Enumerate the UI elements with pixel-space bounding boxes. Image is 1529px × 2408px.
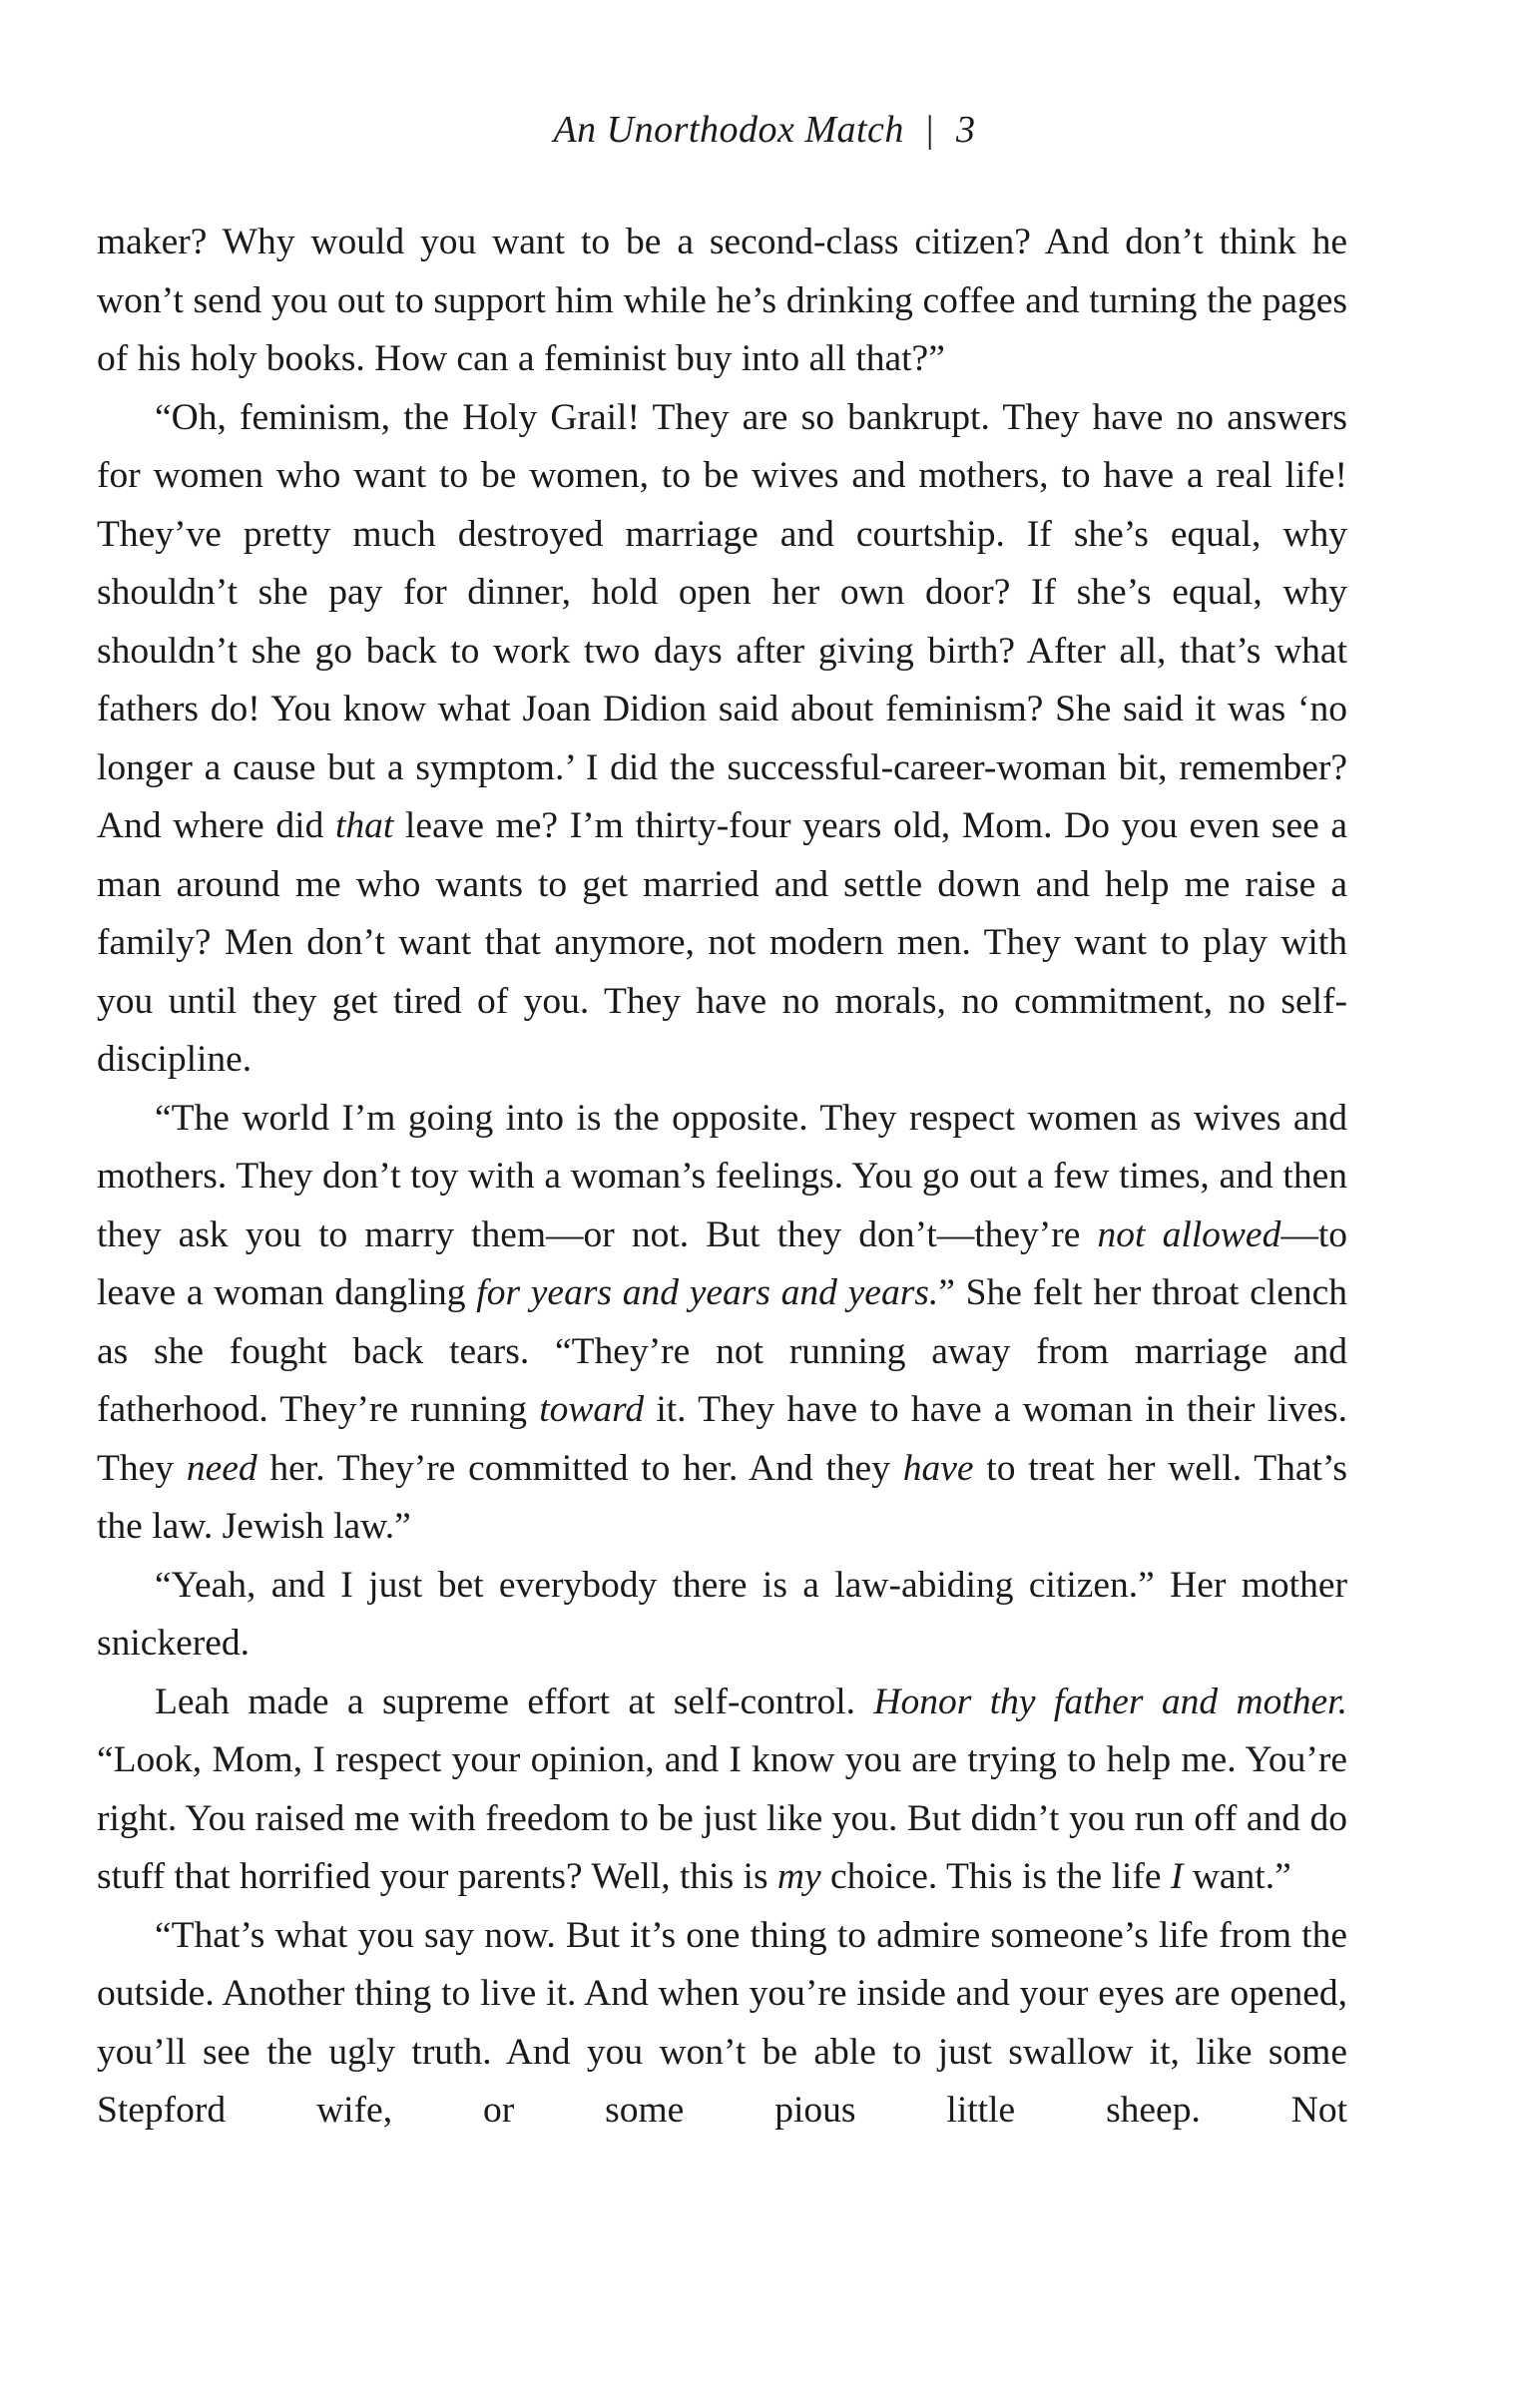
paragraph [97, 1090, 1347, 1557]
text-run: ” She felt her throat clench as she fought back tears. “They’re not running away from marriage and fatherhood. They’re running [97, 1272, 1347, 1430]
text-run: —to leave a woman dangling [97, 1213, 1347, 1313]
italic-text: that [334, 805, 394, 846]
italic-text: have [902, 1447, 974, 1489]
text-run: leave me? I’m thirty-four years old, Mom. Do you even see a man around me who wants to get married and settle down and help me raise a family? Men don’t want that anymore, not modern men. They want to play with you until they get tired of you. They have no morals, no commitment, no self-discipline. [97, 805, 1348, 1080]
paragraph [97, 1674, 1347, 1907]
text-run: want.” [1183, 1856, 1291, 1897]
italic-text: for years and years and years. [476, 1272, 939, 1313]
text-run: “That’s what you say now. But it’s one thing to admire someone’s life from the outside. Another thing to live it. And when you’re inside and your eyes are opened, you’ll see the ugly truth. And you won’t be able to just swallow it, like some Stepford wife, or some pious little sheep. Not [97, 1914, 1347, 2131]
text-run: “The world I’m going into is the opposite. They respect women as wives and mothers. They don’t toy with a woman’s feelings. You go out a few times, and then they ask you to marry them—or not. But they don’t—they’re [97, 1097, 1347, 1255]
text-run: to treat her well. That’s the law. Jewish law.” [97, 1447, 1347, 1547]
text-run: it. They have to have a woman in their lives. They [97, 1389, 1347, 1489]
paragraph [97, 1907, 1347, 2141]
text-run: “Yeah, and I just bet everybody there is a law-abiding citizen.” Her mother snickered. [97, 1564, 1347, 1664]
running-head-separator: | [925, 109, 935, 151]
text-run: her. They’re committed to her. And they [256, 1447, 903, 1489]
paragraph [97, 214, 1347, 389]
running-head [0, 100, 1529, 160]
text-run: Leah made a supreme effort at self-control. [155, 1681, 874, 1722]
italic-text: Honor thy father and mother. [873, 1681, 1347, 1722]
text-run: “Look, Mom, I respect your opinion, and I know you are trying to help me. You’re right. You raised me with freedom to be just like you. But didn’t you run off and do stuff that horrified your parents? Well, this is [97, 1739, 1347, 1897]
paragraph [97, 389, 1347, 1090]
italic-text: I [1170, 1856, 1184, 1897]
italic-text: toward [539, 1389, 645, 1430]
text-run: “Oh, feminism, the Holy Grail! They are so bankrupt. They have no answers for women who want to be women, to be wives and mothers, to have a real life! They’ve pretty much destroyed marriage and courtship. If she’s equal, why shouldn’t she pay for dinner, hold open her own door? If she’s equal, why shouldn’t she go back to work two days after giving birth? After all, that’s what fathers do! You know what Joan Didion said about feminism? She said it was ‘no longer a cause but a symptom.’ I did the successful-career-woman bit, remember? And where did [97, 396, 1347, 846]
body-text [97, 214, 1347, 2141]
italic-text: my [776, 1856, 821, 1897]
page-number: 3 [956, 109, 976, 151]
running-head-title: An Unorthodox Match [553, 109, 904, 151]
italic-text: need [186, 1447, 257, 1489]
italic-text: not allowed [1097, 1213, 1281, 1255]
text-run: maker? Why would you want to be a second-class citizen? And don’t think he won’t send you out to support him while he’s drinking coffee and turning the pages of his holy books. How can a feminist buy into all that?” [97, 222, 1347, 379]
paragraph [97, 1557, 1347, 1674]
text-run: choice. This is the life [820, 1856, 1171, 1897]
